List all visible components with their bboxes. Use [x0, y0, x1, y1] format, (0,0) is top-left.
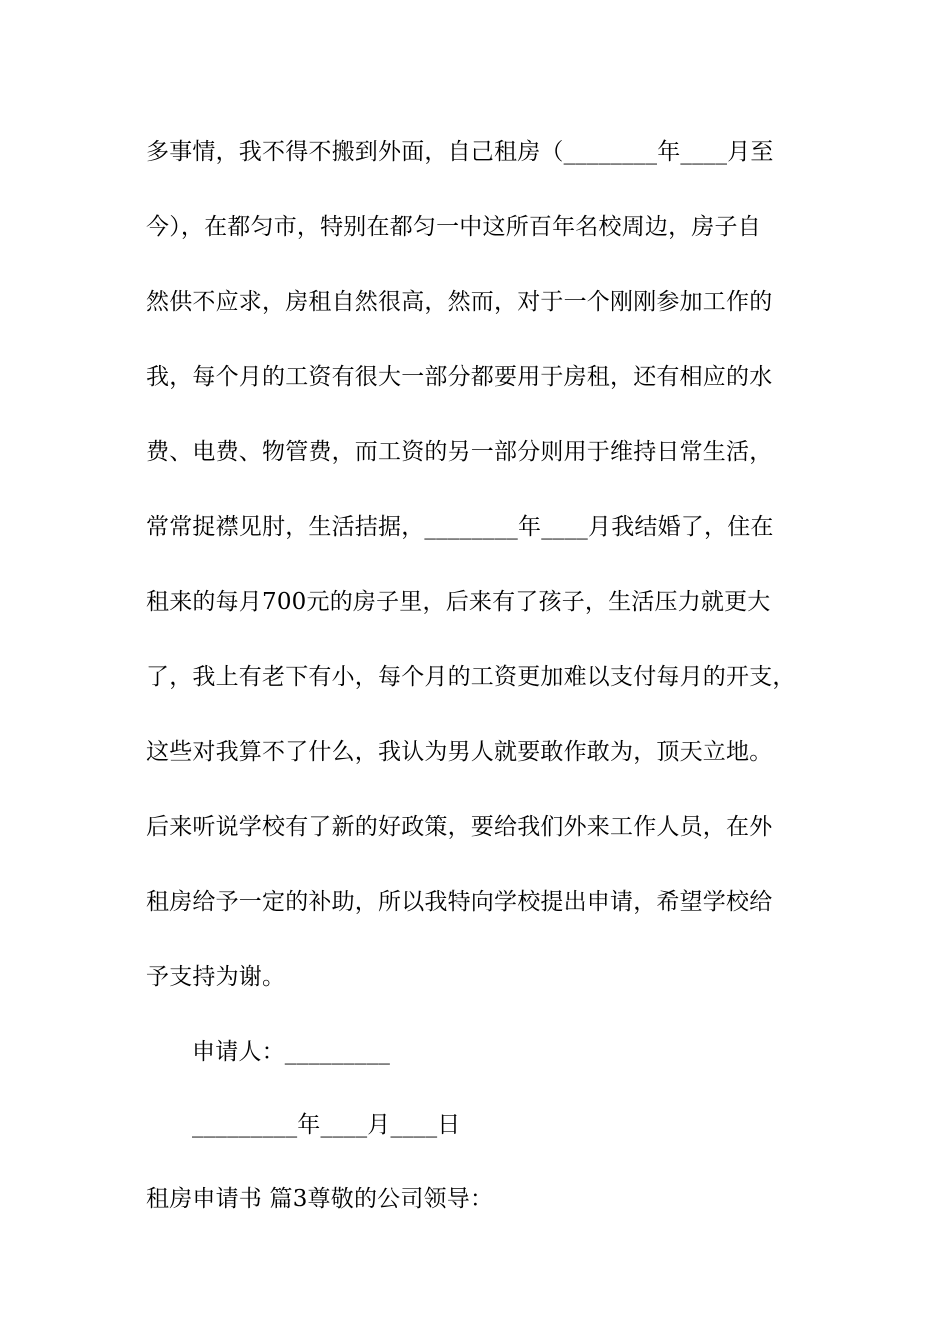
body-line-1: 多事情，我不得不搬到外面，自己租房（________年____月至	[146, 139, 774, 165]
date-line: _________年____月____日	[192, 1112, 461, 1138]
next-section-heading: 租房申请书 篇3尊敬的公司领导：	[146, 1186, 494, 1212]
body-line-3: 然供不应求，房租自然很高，然而，对于一个刚刚参加工作的	[146, 289, 773, 315]
body-line-5: 费、电费、物管费，而工资的另一部分则用于维持日常生活，	[146, 439, 773, 465]
body-line-8: 了，我上有老下有小，每个月的工资更加难以支付每月的开支，	[146, 664, 796, 690]
body-line-11: 租房给予一定的补助，所以我特向学校提出申请，希望学校给	[146, 889, 773, 915]
body-line-12: 予支持为谢。	[146, 964, 286, 990]
body-line-7: 租来的每月700元的房子里，后来有了孩子，生活压力就更大	[146, 589, 771, 615]
body-line-9: 这些对我算不了什么，我认为男人就要敢作敢为，顶天立地。	[146, 739, 773, 765]
body-line-2: 今），在都匀市，特别在都匀一中这所百年名校周边，房子自	[146, 214, 761, 240]
body-line-10: 后来听说学校有了新的好政策，要给我们外来工作人员，在外	[146, 814, 773, 840]
applicant-signature-line: 申请人：_________	[192, 1039, 391, 1065]
body-line-6: 常常捉襟见肘，生活拮据，________年____月我结婚了，住在	[146, 514, 774, 540]
body-line-4: 我，每个月的工资有很大一部分都要用于房租，还有相应的水	[146, 364, 773, 390]
